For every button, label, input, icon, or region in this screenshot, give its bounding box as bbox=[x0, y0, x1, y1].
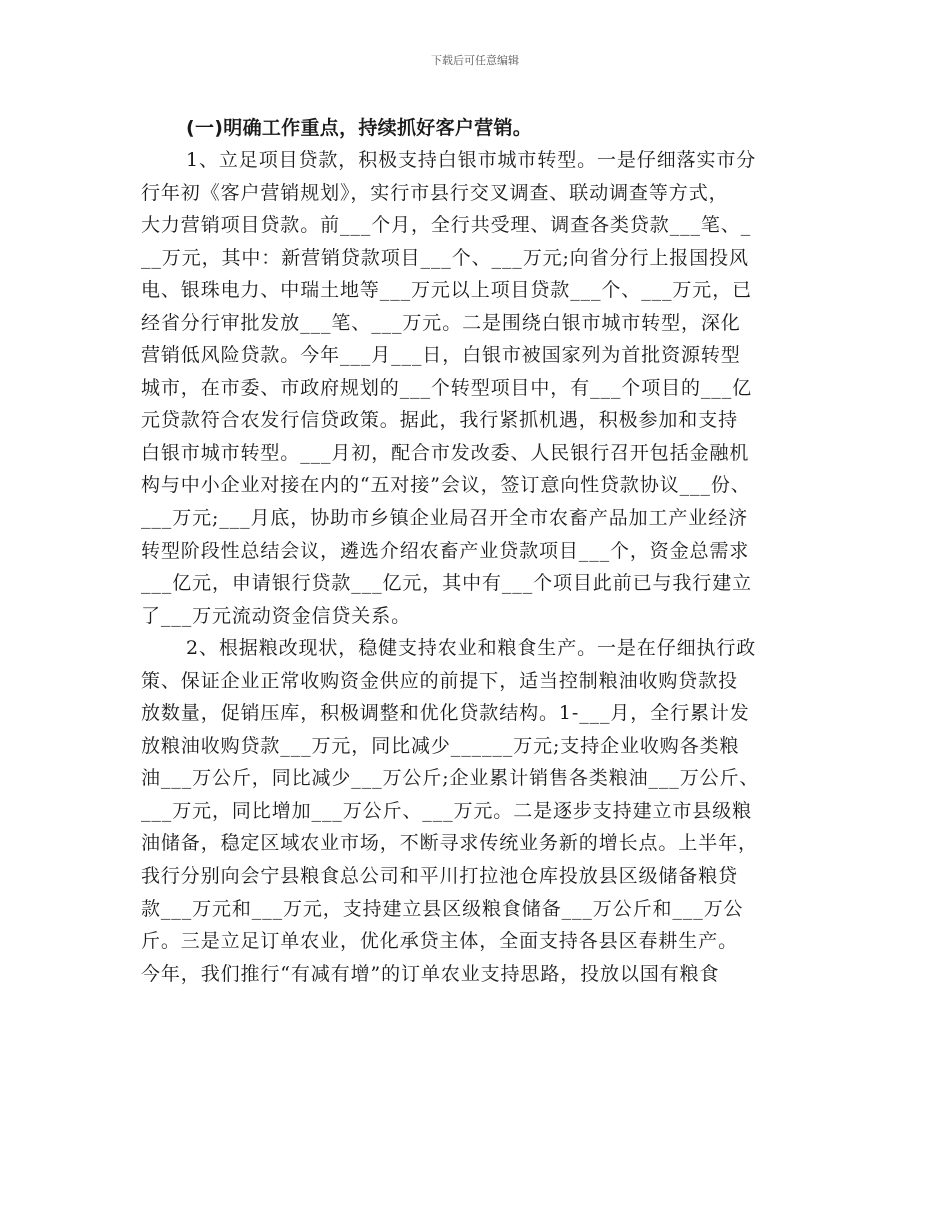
section-heading: (一)明确工作重点，持续抓好客户营销。 bbox=[186, 117, 533, 139]
paragraph-line: ___万元，同比增加___万公斤、___万元。二是逐步支持建立市县级粮 bbox=[141, 799, 753, 822]
paragraph-line: 放数量，促销压库，积极调整和优化贷款结构。1-___月，全行累计发 bbox=[141, 702, 750, 725]
paragraph-1 bbox=[141, 144, 813, 632]
paragraph-line: 营销低风险贷款。今年___月___日，白银市被国家列为首批资源转型 bbox=[141, 344, 741, 367]
paragraph-line: 构与中小企业对接在内的“五对接”会议，签订意向性贷款协议___份、 bbox=[141, 474, 751, 497]
paragraph-line: 城市，在市委、市政府规划的___个转型项目中，有___个项目的___亿 bbox=[141, 376, 753, 399]
paragraph-line: 大力营销项目贷款。前___个月，全行共受理、调查各类贷款___笔、_ bbox=[141, 214, 752, 237]
paragraph-line: 元贷款符合农发行信贷政策。据此，我行紧抓机遇，积极参加和支持 bbox=[141, 409, 739, 432]
paragraph-line: ___万元;___月底，协助市乡镇企业局召开全市农畜产品加工产业经济 bbox=[141, 507, 749, 530]
paragraph-2 bbox=[141, 632, 813, 990]
paragraph-line: 今年，我们推行“有减有增”的订单农业支持思路，投放以国有粮食 bbox=[141, 962, 720, 985]
paragraph-line: 放粮油收购贷款___万元，同比减少______万元;支持企业收购各类粮 bbox=[141, 734, 740, 757]
paragraph-line: 2、根据粮改现状，稳健支持农业和粮食生产。一是在仔细执行政 bbox=[186, 637, 757, 660]
paragraph-line: 电、银珠电力、中瑞土地等___万元以上项目贷款___个、___万元，已 bbox=[141, 279, 753, 302]
paragraph-line: 款___万元和___万元，支持建立县区级粮食储备___万公斤和___万公 bbox=[141, 897, 744, 920]
document-body bbox=[141, 112, 813, 990]
paragraph-line: 了___万元流动资金信贷关系。 bbox=[141, 604, 412, 627]
paragraph-line: 1、立足项目贷款，积极支持白银市城市转型。一是仔细落实市分 bbox=[186, 149, 757, 171]
paragraph-line: ___亿元，申请银行贷款___亿元，其中有___个项目此前已与我行建立 bbox=[141, 572, 753, 595]
paragraph-line: __万元，其中：新营销贷款项目___个、___万元;向省分行上报国投风 bbox=[141, 246, 749, 269]
paragraph-line: 白银市城市转型。___月初，配合市发改委、人民银行召开包括金融机 bbox=[141, 441, 750, 464]
paragraph-line: 油___万公斤，同比减少___万公斤;企业累计销售各类粮油___万公斤、 bbox=[141, 767, 760, 790]
paragraph-line: 油储备，稳定区域农业市场，不断寻求传统业务新的增长点。上半年， bbox=[141, 832, 758, 855]
page-header-note: 下载后可任意编辑 bbox=[431, 54, 519, 67]
paragraph-line: 策、保证企业正常收购资金供应的前提下，适当控制粮油收购贷款投 bbox=[141, 669, 739, 692]
paragraph-line: 行年初《客户营销规划》，实行市县行交叉调查、联动调查等方式， bbox=[141, 181, 729, 204]
paragraph-line: 经省分行审批发放___笔、___万元。二是围绕白银市城市转型，深化 bbox=[141, 311, 741, 334]
paragraph-line: 斤。三是立足订单农业，优化承贷主体，全面支持各县区春耕生产。 bbox=[141, 930, 739, 953]
paragraph-line: 转型阶段性总结会议，遴选介绍农畜产业贷款项目___个，资金总需求 bbox=[141, 539, 750, 562]
paragraph-line: 我行分别向会宁县粮食总公司和平川打拉池仓库投放县区级储备粮贷 bbox=[141, 865, 739, 888]
